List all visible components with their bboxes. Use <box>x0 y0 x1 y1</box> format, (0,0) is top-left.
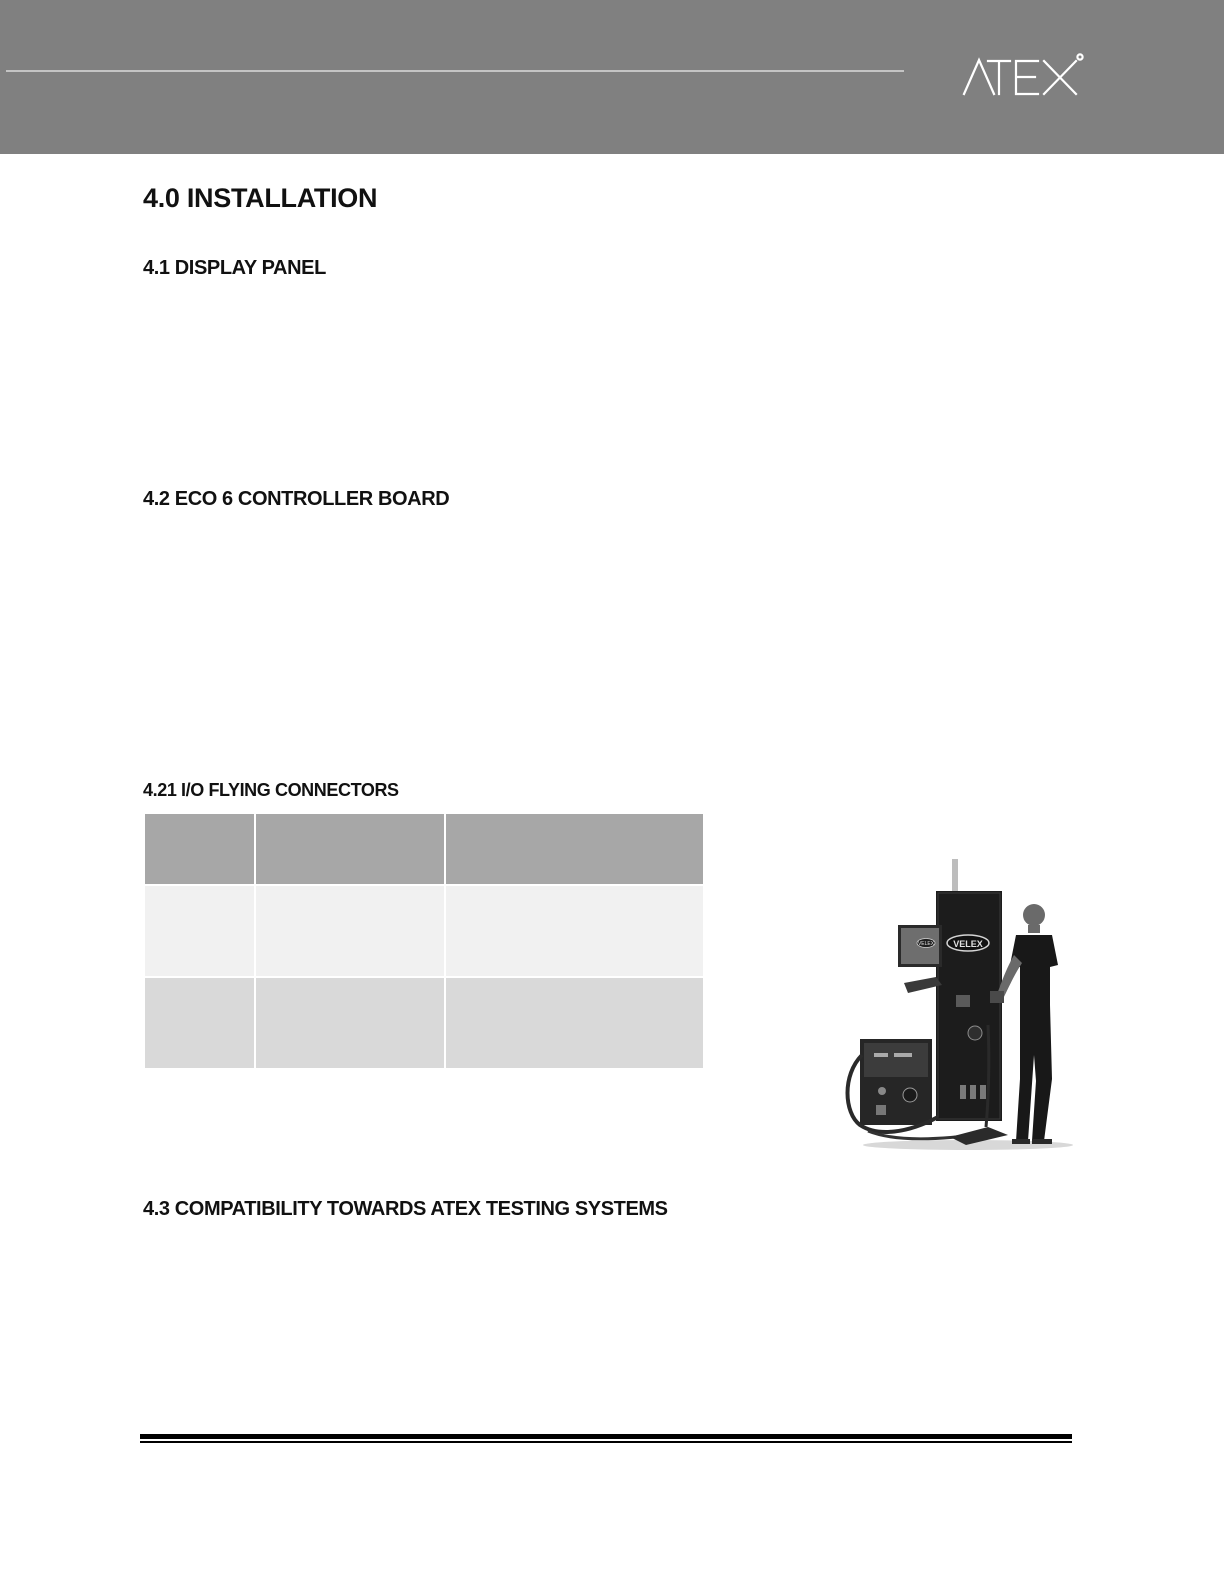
table-row <box>144 885 704 977</box>
table-header-cell <box>144 813 255 885</box>
table-header-cell <box>445 813 704 885</box>
table-row <box>144 977 704 1069</box>
svg-text:VELEX: VELEX <box>917 941 935 947</box>
table-header-cell <box>255 813 445 885</box>
flying-connectors-table <box>143 812 705 1070</box>
footer-divider-thick <box>140 1434 1072 1439</box>
testing-station-photo <box>838 855 1078 1155</box>
section-heading-display-panel: 4.1 DISPLAY PANEL <box>143 257 326 279</box>
section-heading-flying-connectors: 4.21 I/O FLYING CONNECTORS <box>143 780 399 800</box>
signal-tower <box>952 859 958 893</box>
header-divider <box>6 70 904 72</box>
svg-text:VELEX: VELEX <box>953 939 983 949</box>
page-header-band <box>0 0 1224 154</box>
cabinet-logo <box>947 935 989 951</box>
table-cell <box>445 977 704 1069</box>
table-cell <box>144 885 255 977</box>
table-cell <box>255 885 445 977</box>
section-heading-installation: 4.0 INSTALLATION <box>143 183 378 213</box>
footer-divider-thin <box>140 1441 1072 1443</box>
table-header-row <box>144 813 704 885</box>
table-cell <box>445 885 704 977</box>
section-heading-compatibility: 4.3 COMPATIBILITY TOWARDS ATEX TESTING SYSTEMS <box>143 1198 668 1220</box>
atex-logo <box>958 50 1098 106</box>
table-cell <box>144 977 255 1069</box>
table-cell <box>255 977 445 1069</box>
section-heading-controller-board: 4.2 ECO 6 CONTROLLER BOARD <box>143 488 450 510</box>
